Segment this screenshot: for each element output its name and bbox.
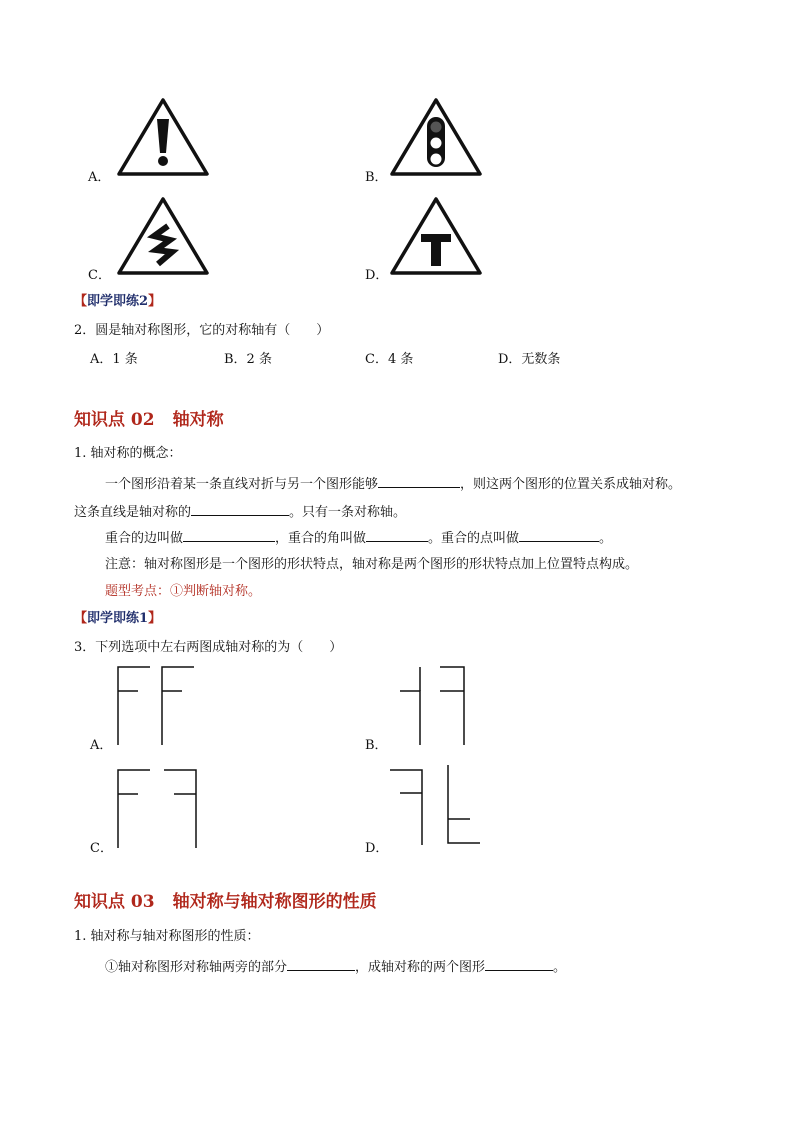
concept-line-3: 重合的边叫做 ，重合的角叫做 。重合的点叫做 。 xyxy=(105,531,613,546)
answer-blank[interactable] xyxy=(378,475,460,488)
q2-option-a: A．1 条 xyxy=(90,352,138,367)
answer-blank[interactable] xyxy=(519,529,599,542)
q3-stem: 3．下列选项中左右两图成轴对称的为（ ） xyxy=(74,640,343,655)
answer-blank[interactable] xyxy=(183,529,275,542)
section-03-heading: 知识点 03 轴对称与轴对称图形的性质 xyxy=(74,892,377,912)
practice-1-label: 【即学即练1】 xyxy=(74,611,162,626)
warning-sign-traffic-light-icon xyxy=(389,97,483,177)
q1-option-c-label: C． xyxy=(88,268,111,283)
answer-blank[interactable] xyxy=(366,529,428,542)
properties-heading: 1. 轴对称与轴对称图形的性质： xyxy=(74,929,260,944)
section-02-heading: 知识点 02 轴对称 xyxy=(74,410,224,430)
q3-option-a-label: A． xyxy=(90,738,113,753)
q2-stem: 2．圆是轴对称图形，它的对称轴有（ ） xyxy=(74,323,330,338)
answer-blank[interactable] xyxy=(287,958,355,971)
q3-option-c-label: C． xyxy=(90,841,113,856)
q3-option-d-figure xyxy=(390,765,485,850)
q1-option-b-label: B． xyxy=(365,170,388,185)
q3-option-c-figure xyxy=(110,768,200,853)
concept-line-1: 一个图形沿着某一条直线对折与另一个图形能够 ，则这两个图形的位置关系成轴对称。 xyxy=(105,477,682,492)
practice-2-label: 【即学即练2】 xyxy=(74,294,162,309)
q3-option-a-figure xyxy=(110,665,200,750)
warning-sign-t-junction-icon xyxy=(389,196,483,276)
q1-option-d-label: D． xyxy=(365,268,389,283)
q2-option-b: B．2 条 xyxy=(224,352,272,367)
q2-option-d: D．无数条 xyxy=(498,352,561,367)
answer-blank[interactable] xyxy=(485,958,553,971)
warning-sign-winding-road-icon xyxy=(116,196,210,276)
warning-sign-exclamation-icon xyxy=(116,97,210,177)
properties-line-1: ①轴对称图形对称轴两旁的部分 ，成轴对称的两个图形 。 xyxy=(105,960,567,975)
concept-note: 注意：轴对称图形是一个图形的形状特点，轴对称是两个图形的形状特点加上位置特点构成。 xyxy=(105,557,639,572)
concept-heading: 1. 轴对称的概念： xyxy=(74,446,182,461)
concept-line-2: 这条直线是轴对称的 。只有一条对称轴。 xyxy=(74,505,407,520)
q3-option-b-label: B． xyxy=(365,738,388,753)
answer-blank[interactable] xyxy=(191,503,289,516)
exam-point: 题型考点：①判断轴对称。 xyxy=(105,584,262,599)
q3-option-d-label: D． xyxy=(365,841,389,856)
q3-option-b-figure xyxy=(390,665,480,750)
q2-option-c: C．4 条 xyxy=(365,352,414,367)
q1-option-a-label: A． xyxy=(88,170,111,185)
